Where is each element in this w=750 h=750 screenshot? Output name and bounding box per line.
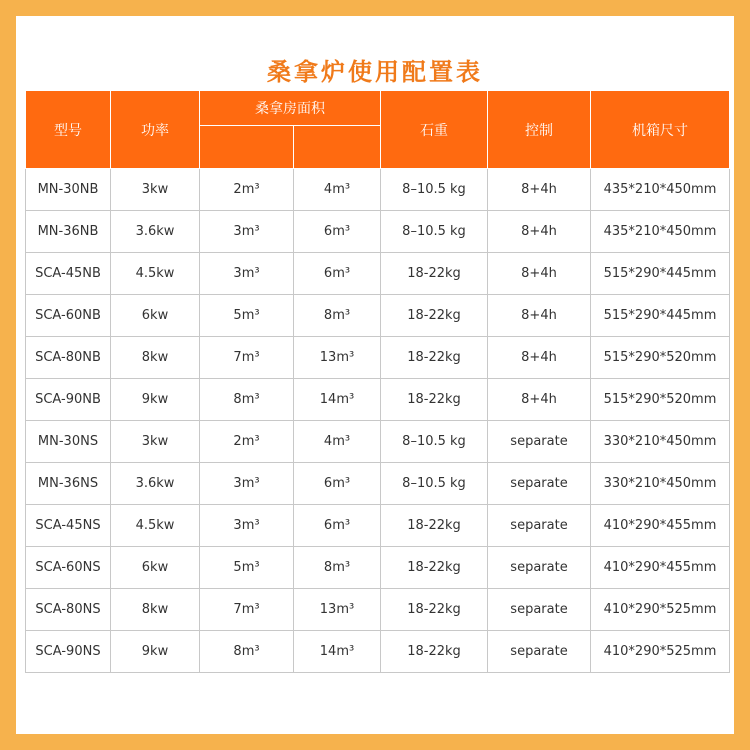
power-cell: 3kw (111, 169, 200, 211)
control-cell: 8+4h (488, 379, 591, 421)
stone-weight-cell: 18-22kg (381, 505, 488, 547)
area-min-cell: 3m³ (200, 505, 294, 547)
area-min-cell: 3m³ (200, 253, 294, 295)
stone-weight-cell: 18-22kg (381, 337, 488, 379)
control-cell: separate (488, 547, 591, 589)
header-control: 控制 (488, 91, 591, 169)
area-max-cell: 8m³ (294, 547, 381, 589)
table-row (26, 631, 730, 673)
stone-weight-cell: 8–10.5 kg (381, 169, 488, 211)
stone-weight-cell: 18-22kg (381, 631, 488, 673)
area-max-cell: 6m³ (294, 463, 381, 505)
box-size-cell: 410*290*525mm (591, 589, 730, 631)
model-cell: SCA-45NS (26, 505, 111, 547)
area-max-cell: 4m³ (294, 169, 381, 211)
power-cell: 9kw (111, 631, 200, 673)
page-title: 桑拿炉使用配置表 (267, 58, 483, 86)
control-cell: separate (488, 463, 591, 505)
model-cell: SCA-90NS (26, 631, 111, 673)
control-cell: separate (488, 505, 591, 547)
stone-weight-cell: 18-22kg (381, 589, 488, 631)
control-cell: 8+4h (488, 295, 591, 337)
area-max-cell: 6m³ (294, 253, 381, 295)
box-size-cell: 410*290*455mm (591, 505, 730, 547)
stone-weight-cell: 18-22kg (381, 295, 488, 337)
area-min-cell: 7m³ (200, 589, 294, 631)
area-min-cell: 3m³ (200, 463, 294, 505)
area-min-cell: 2m³ (200, 169, 294, 211)
power-cell: 4.5kw (111, 253, 200, 295)
area-max-cell: 14m³ (294, 379, 381, 421)
stone-weight-cell: 8–10.5 kg (381, 421, 488, 463)
control-cell: 8+4h (488, 253, 591, 295)
area-max-cell: 13m³ (294, 589, 381, 631)
power-cell: 9kw (111, 379, 200, 421)
header-room-area-min (200, 126, 294, 169)
model-cell: SCA-90NB (26, 379, 111, 421)
stone-weight-cell: 18-22kg (381, 253, 488, 295)
header-room-area: 桑拿房面积 (200, 91, 381, 126)
area-max-cell: 6m³ (294, 505, 381, 547)
header-model: 型号 (26, 91, 111, 169)
box-size-cell: 435*210*450mm (591, 169, 730, 211)
power-cell: 6kw (111, 547, 200, 589)
area-min-cell: 8m³ (200, 379, 294, 421)
power-cell: 4.5kw (111, 505, 200, 547)
control-cell: 8+4h (488, 211, 591, 253)
table-row (26, 379, 730, 421)
table-row (26, 253, 730, 295)
table-row (26, 505, 730, 547)
model-cell: MN-36NB (26, 211, 111, 253)
area-min-cell: 5m³ (200, 295, 294, 337)
power-cell: 3.6kw (111, 463, 200, 505)
model-cell: MN-30NS (26, 421, 111, 463)
control-cell: 8+4h (488, 169, 591, 211)
area-max-cell: 6m³ (294, 211, 381, 253)
stone-weight-cell: 8–10.5 kg (381, 211, 488, 253)
power-cell: 8kw (111, 337, 200, 379)
area-min-cell: 2m³ (200, 421, 294, 463)
table-row (26, 295, 730, 337)
box-size-cell: 515*290*520mm (591, 379, 730, 421)
model-cell: SCA-80NS (26, 589, 111, 631)
header-box-size: 机箱尺寸 (591, 91, 730, 169)
area-max-cell: 13m³ (294, 337, 381, 379)
box-size-cell: 515*290*520mm (591, 337, 730, 379)
control-cell: separate (488, 421, 591, 463)
model-cell: SCA-60NS (26, 547, 111, 589)
stone-weight-cell: 8–10.5 kg (381, 463, 488, 505)
spec-table-body (26, 169, 730, 673)
spec-table (25, 90, 730, 673)
header-power: 功率 (111, 91, 200, 169)
box-size-cell: 330*210*450mm (591, 463, 730, 505)
model-cell: SCA-60NB (26, 295, 111, 337)
table-row (26, 463, 730, 505)
table-row (26, 169, 730, 211)
model-cell: SCA-80NB (26, 337, 111, 379)
box-size-cell: 515*290*445mm (591, 253, 730, 295)
area-max-cell: 4m³ (294, 421, 381, 463)
stone-weight-cell: 18-22kg (381, 547, 488, 589)
header-room-area-max (294, 126, 381, 169)
box-size-cell: 410*290*525mm (591, 631, 730, 673)
table-row (26, 211, 730, 253)
power-cell: 3.6kw (111, 211, 200, 253)
box-size-cell: 515*290*445mm (591, 295, 730, 337)
power-cell: 8kw (111, 589, 200, 631)
area-min-cell: 8m³ (200, 631, 294, 673)
area-max-cell: 14m³ (294, 631, 381, 673)
power-cell: 3kw (111, 421, 200, 463)
control-cell: separate (488, 631, 591, 673)
area-max-cell: 8m³ (294, 295, 381, 337)
area-min-cell: 3m³ (200, 211, 294, 253)
table-row (26, 421, 730, 463)
model-cell: SCA-45NB (26, 253, 111, 295)
area-min-cell: 5m³ (200, 547, 294, 589)
control-cell: separate (488, 589, 591, 631)
box-size-cell: 410*290*455mm (591, 547, 730, 589)
model-cell: MN-30NB (26, 169, 111, 211)
stone-weight-cell: 18-22kg (381, 379, 488, 421)
power-cell: 6kw (111, 295, 200, 337)
header-stone-weight: 石重 (381, 91, 488, 169)
table-row (26, 589, 730, 631)
table-row (26, 337, 730, 379)
box-size-cell: 435*210*450mm (591, 211, 730, 253)
table-row (26, 547, 730, 589)
model-cell: MN-36NS (26, 463, 111, 505)
control-cell: 8+4h (488, 337, 591, 379)
box-size-cell: 330*210*450mm (591, 421, 730, 463)
area-min-cell: 7m³ (200, 337, 294, 379)
